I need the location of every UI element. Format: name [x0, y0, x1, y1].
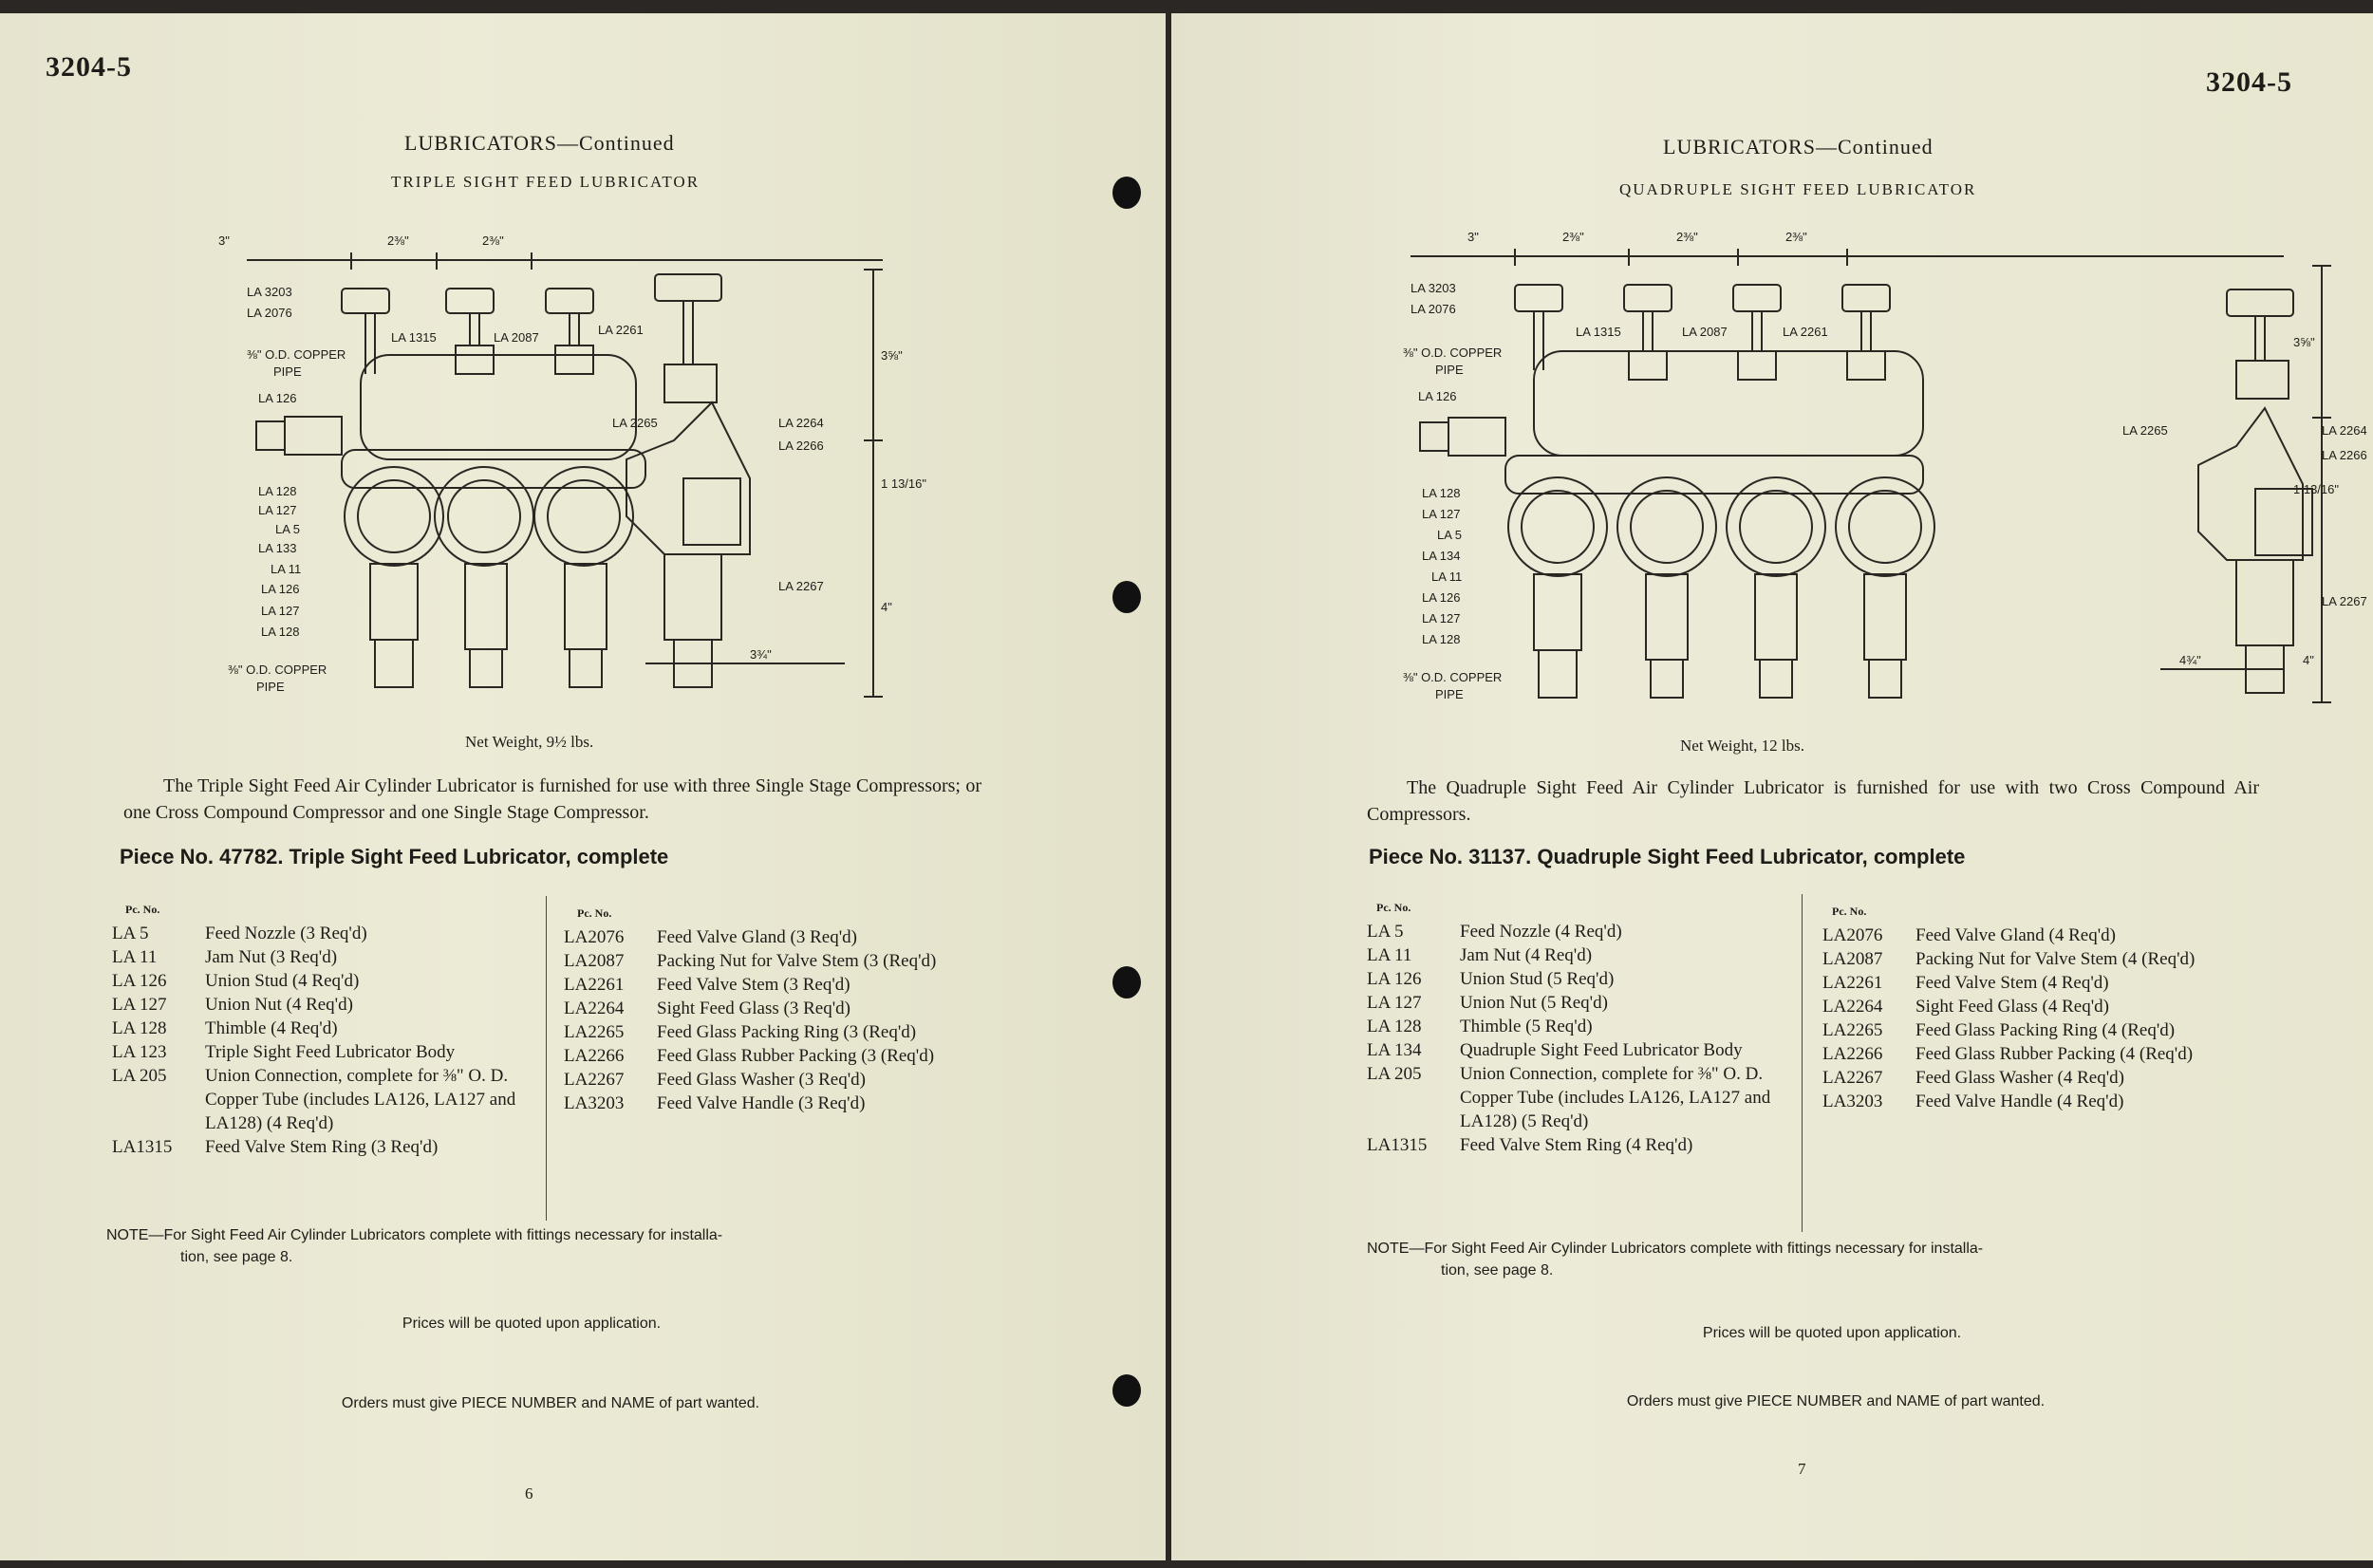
label-la2264: LA 2264: [778, 416, 824, 430]
parts-list-col2: [564, 902, 981, 1115]
list-item: LA 127 Union Nut (5 Req'd): [1367, 993, 1608, 1013]
label-la2267: LA 2267: [778, 579, 824, 593]
installation-note: NOTE—For Sight Feed Air Cylinder Lubricators complete with fittings necessary for installa- tion, see page 8.: [1367, 1241, 1984, 1279]
list-item: LA 126 Union Stud (4 Req'd): [112, 971, 360, 991]
dim-3-5-8: 3⅝": [2293, 335, 2315, 349]
label-copper-pipe-top: ⅜" O.D. COPPER: [247, 347, 346, 362]
label-la2264: LA 2264: [2322, 423, 2367, 438]
quadruple-lubricator-diagram: [1403, 228, 2367, 721]
list-item: LA2264 Sight Feed Glass (4 Req'd): [1822, 997, 2109, 1017]
description: The Triple Sight Feed Air Cylinder Lubricator is furnished for use with three Single Stage Compressors; or one Cross Compound Compressor and one Single Stage Compressor.: [123, 775, 981, 823]
dim-4in: 4": [881, 600, 892, 614]
orders-note: Orders must give PIECE NUMBER and NAME of part wanted.: [341, 1395, 760, 1411]
page-number: 6: [525, 1484, 533, 1503]
column-divider: [546, 896, 547, 1221]
label-la2087: LA 2087: [494, 330, 539, 345]
label-la2265: LA 2265: [612, 416, 658, 430]
label-copper-pipe-bottom: ⅜" O.D. COPPER: [1403, 670, 1503, 684]
list-item: LA2087 Packing Nut for Valve Stem (3 (Req'd): [564, 951, 937, 971]
list-item: LA 11 Jam Nut (3 Req'd): [112, 947, 338, 967]
pc-no-header: Pc. No.: [125, 903, 160, 916]
dim-1-13-16: 1 13/16": [2293, 482, 2339, 496]
dim-3in: 3": [1467, 230, 1479, 244]
list-item: LA3203 Feed Valve Handle (3 Req'd): [564, 1093, 866, 1113]
parts-list-col2: [1822, 900, 2269, 1113]
dim-3-5-8: 3⅝": [881, 348, 903, 363]
label-la133: LA 133: [258, 541, 297, 555]
diagram-subtitle: QUADRUPLE SIGHT FEED LUBRICATOR: [1619, 180, 1977, 198]
list-item: LA2087 Packing Nut for Valve Stem (4 (Req'd): [1822, 949, 2195, 969]
list-item: LA2076 Feed Valve Gland (3 Req'd): [564, 927, 857, 947]
list-item: LA2076 Feed Valve Gland (4 Req'd): [1822, 925, 2116, 945]
list-item: LA 128 Thimble (4 Req'd): [112, 1018, 338, 1038]
dim-2-3-8-a: 2⅜": [387, 233, 409, 248]
orders-note: Orders must give PIECE NUMBER and NAME of part wanted.: [1626, 1393, 2046, 1409]
list-item: LA 11 Jam Nut (4 Req'd): [1367, 945, 1593, 965]
label-la2265: LA 2265: [2122, 423, 2168, 438]
dim-2-3-8-c: 2⅜": [1785, 230, 1807, 244]
list-item: LA2265 Feed Glass Packing Ring (4 (Req'd): [1822, 1020, 2176, 1040]
document-number: 3204-5: [46, 51, 132, 83]
triple-lubricator-diagram: [218, 232, 926, 725]
list-item: LA1315 Feed Valve Stem Ring (4 Req'd): [1367, 1135, 1693, 1155]
label-la128-top: LA 128: [258, 484, 297, 498]
label-la134: LA 134: [1422, 549, 1461, 563]
piece-heading: Piece No. 31137. Quadruple Sight Feed Lubricator, complete: [1369, 845, 1966, 868]
dim-2-3-8-a: 2⅜": [1562, 230, 1584, 244]
list-item: LA 128 Thimble (5 Req'd): [1367, 1017, 1593, 1036]
label-la2087: LA 2087: [1682, 325, 1728, 339]
dim-4in: 4": [2303, 653, 2314, 667]
label-la2076: LA 2076: [1411, 302, 1456, 316]
label-la1315: LA 1315: [391, 330, 437, 345]
installation-note: NOTE—For Sight Feed Air Cylinder Lubricators complete with fittings necessary for installa- tion, see page 8.: [106, 1227, 723, 1265]
label-la3203: LA 3203: [247, 285, 292, 299]
label-pipe-bottom: PIPE: [1435, 687, 1464, 701]
list-item: LA2266 Feed Glass Rubber Packing (4 (Req'd): [1822, 1044, 2194, 1064]
list-item: LA 5 Feed Nozzle (3 Req'd): [112, 924, 367, 943]
left-page: [0, 13, 1166, 1560]
label-la127-top: LA 127: [1422, 507, 1461, 521]
label-la128-bottom: LA 128: [1422, 632, 1461, 646]
net-weight: Net Weight, 9½ lbs.: [465, 733, 594, 751]
pc-no-header: Pc. No.: [1832, 905, 1867, 918]
dim-3-3-4: 3¾": [750, 647, 772, 662]
label-la2266: LA 2266: [778, 439, 824, 453]
pc-no-header: Pc. No.: [577, 906, 612, 920]
label-la2261: LA 2261: [1783, 325, 1828, 339]
section-title: LUBRICATORS—Continued: [1663, 135, 1934, 159]
list-item: LA 5 Feed Nozzle (4 Req'd): [1367, 922, 1622, 942]
label-la127-bottom: LA 127: [1422, 611, 1461, 625]
binder-hole: [1112, 177, 1141, 209]
net-weight: Net Weight, 12 lbs.: [1680, 737, 1805, 755]
label-pipe-top: PIPE: [273, 364, 302, 379]
parts-list-col1: [112, 898, 539, 1159]
list-item: LA2261 Feed Valve Stem (3 Req'd): [564, 975, 850, 995]
label-pipe-top: PIPE: [1435, 363, 1464, 377]
label-la2261: LA 2261: [598, 323, 644, 337]
diagram-subtitle: TRIPLE SIGHT FEED LUBRICATOR: [391, 173, 701, 191]
list-item: LA 127 Union Nut (4 Req'd): [112, 995, 353, 1015]
label-la126-top: LA 126: [258, 391, 297, 405]
label-la126-bottom: LA 126: [1422, 590, 1461, 605]
list-item: LA2267 Feed Glass Washer (4 Req'd): [1822, 1068, 2124, 1088]
label-la2267: LA 2267: [2322, 594, 2367, 608]
label-la128-top: LA 128: [1422, 486, 1461, 500]
list-item: LA 205 Union Connection, complete for ⅜" O. D. Copper Tube (includes LA126, LA127 and LA128) (5 Req'd): [1367, 1064, 1771, 1131]
description: The Quadruple Sight Feed Air Cylinder Lubricator is furnished for use with two Cross Compound Air Compressors.: [1367, 777, 2259, 825]
binder-hole: [1112, 581, 1141, 613]
dim-3in: 3": [218, 233, 230, 248]
parts-list-col1: [1367, 896, 1794, 1157]
list-item: LA 123 Triple Sight Feed Lubricator Body: [112, 1042, 456, 1062]
list-item: LA2265 Feed Glass Packing Ring (3 (Req'd): [564, 1022, 917, 1042]
list-item: LA 134 Quadruple Sight Feed Lubricator Body: [1367, 1040, 1743, 1060]
dim-1-13-16: 1 13/16": [881, 476, 926, 491]
binder-hole: [1112, 966, 1141, 999]
list-item: LA 126 Union Stud (5 Req'd): [1367, 969, 1615, 989]
label-la2266: LA 2266: [2322, 448, 2367, 462]
list-item: LA1315 Feed Valve Stem Ring (3 Req'd): [112, 1137, 439, 1157]
binder-hole: [1112, 1374, 1141, 1407]
list-item: LA2264 Sight Feed Glass (3 Req'd): [564, 999, 850, 1018]
label-la3203: LA 3203: [1411, 281, 1456, 295]
list-item: LA2267 Feed Glass Washer (3 Req'd): [564, 1070, 866, 1090]
label-copper-pipe-bottom: ⅜" O.D. COPPER: [228, 663, 327, 677]
label-la1315: LA 1315: [1576, 325, 1621, 339]
label-la126-top: LA 126: [1418, 389, 1457, 403]
dim-2-3-8-b: 2⅜": [1676, 230, 1698, 244]
label-la5: LA 5: [1437, 528, 1463, 542]
piece-heading: Piece No. 47782. Triple Sight Feed Lubricator, complete: [120, 845, 669, 868]
label-la127-bottom: LA 127: [261, 604, 300, 618]
label-la126-bottom: LA 126: [261, 582, 300, 596]
list-item: LA 205 Union Connection, complete for ⅜" O. D. Copper Tube (includes LA126, LA127 and LA128) (4 Req'd): [112, 1066, 516, 1133]
label-la128-bottom: LA 128: [261, 625, 300, 639]
dim-2-3-8-b: 2⅜": [482, 233, 504, 248]
label-pipe-bottom: PIPE: [256, 680, 285, 694]
label-la127-top: LA 127: [258, 503, 297, 517]
label-la11: LA 11: [1431, 569, 1463, 584]
right-page: [1171, 13, 2373, 1560]
prices-note: Prices will be quoted upon application.: [1702, 1325, 1962, 1341]
column-divider: [1802, 894, 1803, 1232]
list-item: LA2261 Feed Valve Stem (4 Req'd): [1822, 973, 2109, 993]
page-number: 7: [1798, 1460, 1806, 1478]
list-item: LA3203 Feed Valve Handle (4 Req'd): [1822, 1092, 2124, 1111]
document-number: 3204-5: [2206, 66, 2292, 98]
label-la11: LA 11: [271, 562, 302, 576]
section-title: LUBRICATORS—Continued: [404, 131, 675, 155]
label-la5: LA 5: [275, 522, 301, 536]
label-copper-pipe-top: ⅜" O.D. COPPER: [1403, 345, 1503, 360]
prices-note: Prices will be quoted upon application.: [402, 1316, 662, 1332]
dim-4-3-4: 4¾": [2179, 653, 2201, 667]
label-la2076: LA 2076: [247, 306, 292, 320]
pc-no-header: Pc. No.: [1376, 901, 1411, 914]
list-item: LA2266 Feed Glass Rubber Packing (3 (Req'd): [564, 1046, 935, 1066]
